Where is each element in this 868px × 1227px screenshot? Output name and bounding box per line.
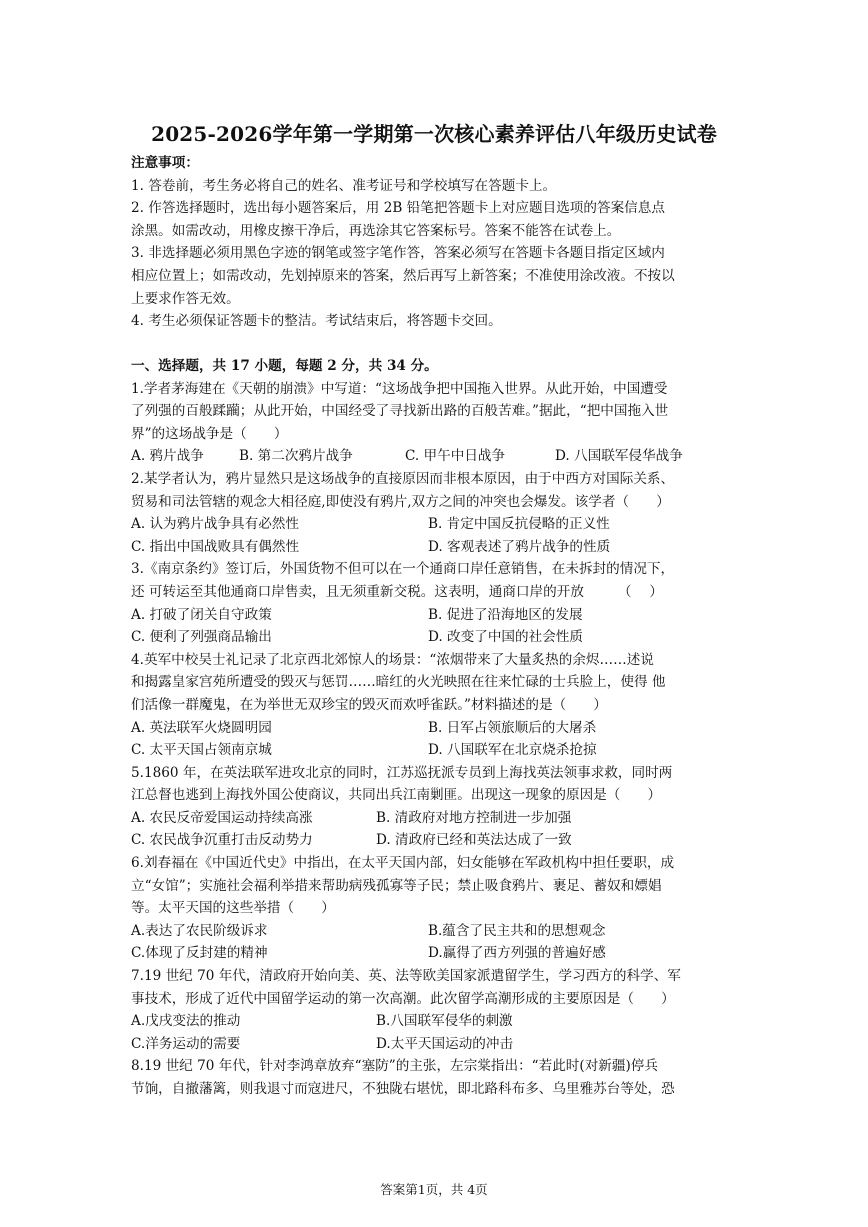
question-stem-line: 2.某学者认为，鸦片显然只是这场战争的直接原因而非根本原因，由于中西方对国际关系、	[131, 470, 675, 487]
option-c: C. 太平天国占领南京城	[131, 742, 272, 759]
notice-line: 4. 考生必须保证答题卡的整洁。考试结束后，将答题卡交回。	[131, 313, 502, 330]
question-stem-line: 7.19 世纪 70 年代，清政府开始向美、英、法等欧美国家派遣留学生，学习西方的科学、军	[131, 968, 681, 985]
option-c: C. 农民战争沉重打击反动势力	[131, 832, 313, 849]
options-row	[131, 942, 743, 965]
option-a: A. 认为鸦片战争具有必然性	[131, 516, 299, 533]
option-d: D. 八国联军在北京烧杀抢掠	[428, 742, 597, 759]
option-a: A. 英法联军火烧圆明园	[131, 719, 272, 736]
notice-line: 涂黑。如需改动，用橡皮擦干净后，再选涂其它答案标号。答案不能答在试卷上。	[131, 222, 621, 239]
question-stem-line: 了列强的百般蹂躏；从此开始，中国经受了寻找新出路的百般苦难。”据此，“把中国拖入世	[131, 403, 669, 420]
options-row	[131, 626, 743, 649]
question-stem-line: 贸易和司法管辖的观念大相径庭,即使没有鸦片,双方之间的冲突也会爆发。该学者（ ）	[131, 493, 670, 510]
question-4	[131, 649, 743, 762]
option-c: C. 便利了列强商品输出	[131, 629, 272, 646]
option-a: A.表达了农民阶级诉求	[131, 922, 268, 939]
option-a: A.戊戌变法的推动	[131, 1013, 241, 1030]
notice-line: 3. 非选择题必须用黑色字迹的钢笔或签字笔作答，答案必须写在答题卡各题目指定区域内	[131, 245, 665, 262]
question-stem-line: 等。太平天国的这些举措（ ）	[131, 900, 335, 917]
question-stem-line: 6.刘春福在《中国近代史》中指出，在太平天国内部，妇女能够在军政机构中担任要职，成	[131, 855, 675, 872]
page-title: 2025-2026学年第一学期第一次核心素养评估八年级历史试卷	[151, 122, 717, 146]
options-row	[131, 739, 743, 762]
notice-line: 1. 答卷前，考生务必将自己的姓名、准考证号和学校填写在答题卡上。	[131, 177, 557, 194]
question-stem-line: 3.《南京条约》签订后，外国货物不但可以在一个通商口岸任意销售，在未拆封的情况下，	[131, 561, 675, 578]
section-multiple-choice	[131, 355, 743, 1101]
option-d: D.赢得了西方列强的普遍好感	[428, 945, 606, 962]
options-row	[131, 1010, 743, 1033]
options-row	[131, 1033, 743, 1056]
option-a: A. 农民反帝爱国运动持续高涨	[131, 809, 313, 826]
notice-heading: 注意事项：	[131, 155, 199, 171]
options-row	[131, 445, 743, 468]
notice-line: 相应位置上；如需改动，先划掉原来的答案，然后再写上新答案；不准使用涂改液。不按以	[131, 267, 675, 284]
options-row	[131, 604, 743, 627]
question-7	[131, 965, 743, 1055]
question-stem-line: 们活像一群魔鬼，在为举世无双珍宝的毁灭而欢呼雀跃。”材料描述的是（ ）	[131, 696, 607, 713]
option-d: D. 客观表述了鸦片战争的性质	[428, 538, 611, 555]
question-stem-line: 事技术，形成了近代中国留学运动的第一次高潮。此次留学高潮形成的主要原因是（ ）	[131, 990, 675, 1007]
options-row	[131, 807, 743, 830]
option-b: B. 促进了沿海地区的发展	[428, 606, 583, 623]
option-b: B. 日军占领旅顺后的大屠杀	[428, 719, 597, 736]
options-row	[131, 513, 743, 536]
option-b: B. 清政府对地方控制进一步加强	[376, 809, 572, 826]
option-b: B.八国联军侵华的刺激	[376, 1013, 513, 1030]
option-a: A. 鸦片战争	[131, 448, 204, 465]
option-b: B. 肯定中国反抗侵略的正义性	[428, 516, 610, 533]
option-c: C. 甲午中日战争	[405, 448, 506, 465]
question-stem-line: 江总督也逃到上海找外国公使商议，共同出兵江南剿匪。出现这一现象的原因是（ ）	[131, 787, 662, 804]
option-d: D. 八国联军侵华战争	[555, 448, 683, 465]
option-c: C. 指出中国战败具有偶然性	[131, 538, 300, 555]
question-5	[131, 762, 743, 852]
question-stem-line: 节饷，自撤藩篱，则我退寸而寇进尺，不独陇右堪忧，即北路科布多、乌里雅苏台等处，恐	[131, 1081, 675, 1097]
question-6	[131, 852, 743, 965]
question-stem-line: 5.1860 年，在英法联军进攻北京的同时，江苏巡抚派专员到上海找英法领事求救，同时两	[131, 764, 673, 781]
option-b: B. 第二次鸦片战争	[239, 448, 353, 465]
options-row	[131, 717, 743, 740]
option-c: C.洋务运动的需要	[131, 1035, 241, 1052]
options-row	[131, 536, 743, 559]
question-8	[131, 1055, 743, 1100]
question-1	[131, 378, 743, 468]
section-heading: 一、选择题，共 17 小题，每题 2 分，共 34 分。	[131, 358, 438, 374]
options-row	[131, 829, 743, 852]
option-a: A. 打破了闭关自守政策	[131, 606, 272, 623]
option-d: D. 改变了中国的社会性质	[428, 629, 583, 646]
question-3	[131, 558, 743, 648]
option-d: D.太平天国运动的冲击	[376, 1035, 514, 1052]
options-row	[131, 920, 743, 943]
notice-section	[131, 152, 743, 333]
notice-line: 2. 作答选择题时，选出每小题答案后，用 2B 铅笔把答题卡上对应题目选项的答案信息点	[131, 200, 665, 217]
question-2	[131, 468, 743, 558]
question-stem-line: 立“女馆”；实施社会福利举措来帮助病残孤寡等子民；禁止吸食鸦片、裹足、蓄奴和嫖娼	[131, 877, 662, 894]
question-stem-line: 界”的这场战争是（ ）	[131, 425, 288, 442]
page-footer: 答案第1页，共 4页	[380, 1182, 488, 1197]
question-stem-line: 8.19 世纪 70 年代，针对李鸿章放弃“塞防”的主张，左宗棠指出：“若此时(对新疆)停兵	[131, 1058, 658, 1075]
option-b: B.蕴含了民主共和的思想观念	[428, 922, 606, 939]
notice-line: 上要求作答无效。	[131, 290, 240, 307]
question-stem-line: 4.英军中校吴士礼记录了北京西北郊惊人的场景：“浓烟带来了大量炙热的余烬……述说	[131, 651, 654, 668]
question-stem-line: 还 可转运至其他通商口岸售卖，且无须重新交税。这表明，通商口岸的开放 （ ）	[131, 583, 663, 600]
question-stem-line: 1.学者茅海建在《天朝的崩溃》中写道：“这场战争把中国拖入世界。从此开始，中国遭受	[131, 380, 668, 397]
option-c: C.体现了反封建的精神	[131, 945, 268, 962]
option-d: D. 清政府已经和英法达成了一致	[376, 832, 572, 849]
question-stem-line: 和揭露皇家宫苑所遭受的毁灭与惩罚……暗红的火光映照在往来忙碌的士兵脸上，使得 他	[131, 674, 666, 691]
